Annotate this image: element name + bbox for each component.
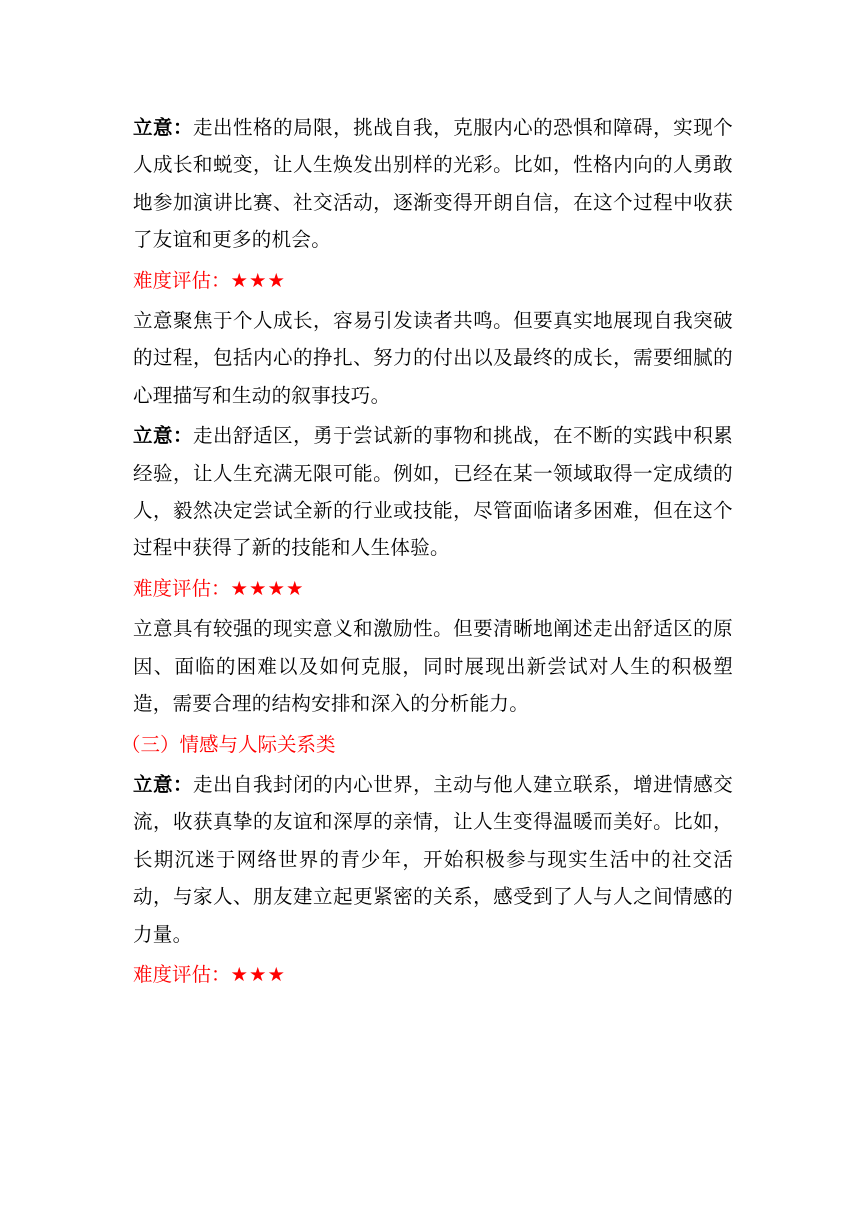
- comment-paragraph-2: 立意具有较强的现实意义和激励性。但要清晰地阐述走出舒适区的原因、面临的困难以及如何克服，同时展现出新尝试对人生的积极塑造，需要合理的结构安排和深入的分析能力。: [133, 617, 733, 716]
- star-icons: ★★★: [230, 962, 286, 986]
- idea-label: 立意：: [133, 772, 194, 796]
- difficulty-rating-1: [133, 262, 733, 299]
- star-icons: ★★★: [230, 268, 286, 292]
- idea-paragraph-3: [133, 766, 733, 953]
- difficulty-rating-2: [133, 570, 733, 607]
- section-heading: （三）情感与人际关系类: [121, 732, 336, 756]
- idea-paragraph-2: [133, 417, 733, 567]
- idea-text: 走出自我封闭的内心世界，主动与他人建立联系，增进情感交流，收获真挚的友谊和深厚的亲情，让人生变得温暖而美好。比如，长期沉迷于网络世界的青少年，开始积极参与现实生活中的社交活动，与家人、朋友建立起更紧密的关系，感受到了人与人之间情感的力量。: [133, 772, 733, 946]
- rating-label: 难度评估：: [133, 268, 231, 292]
- idea-label: 立意：: [133, 424, 194, 448]
- document-page: [121, 109, 733, 996]
- idea-paragraph-1: [133, 109, 733, 259]
- rating-label: 难度评估：: [133, 962, 231, 986]
- comment-paragraph-1: 立意聚焦于个人成长，容易引发读者共鸣。但要真实地展现自我突破的过程，包括内心的挣扎、努力的付出以及最终的成长，需要细腻的心理描写和生动的叙事技巧。: [133, 309, 733, 407]
- rating-label: 难度评估：: [133, 576, 231, 600]
- idea-label: 立意：: [133, 116, 194, 139]
- idea-text: 走出性格的局限，挑战自我，克服内心的恐惧和障碍，实现个人成长和蜕变，让人生焕发出别样的光彩。比如，性格内向的人勇敢地参加演讲比赛、社交活动，逐渐变得开朗自信，在这个过程中收获了友谊和更多的机会。: [133, 116, 733, 252]
- difficulty-rating-3: [133, 956, 733, 993]
- idea-text: 走出舒适区，勇于尝试新的事物和挑战，在不断的实践中积累经验，让人生充满无限可能。例如，已经在某一领域取得一定成绩的人，毅然决定尝试全新的行业或技能，尽管面临诸多困难，但在这个过程中获得了新的技能和人生体验。: [133, 424, 733, 560]
- star-icons: ★★★★: [230, 576, 305, 600]
